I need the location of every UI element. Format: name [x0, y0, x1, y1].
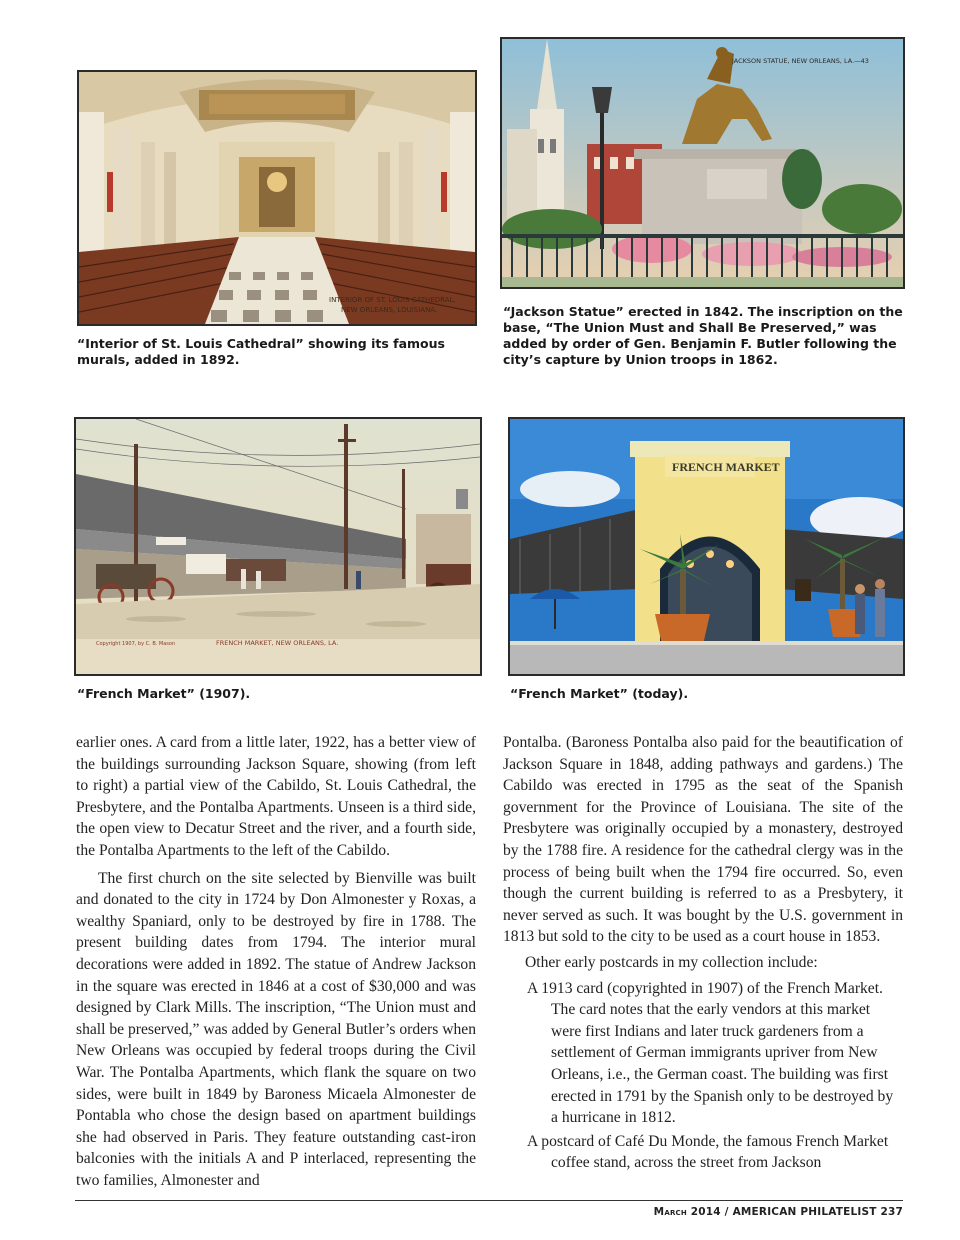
market-1907-card-text: FRENCH MARKET, NEW ORLEANS, LA. [216, 639, 339, 647]
article-left-column [76, 732, 476, 1191]
market-sign-text: FRENCH MARKET [672, 460, 780, 474]
jackson-caption: “Jackson Statue” erected in 1842. The inscription on the base, “The Union Must and Shall Be Preserved,” was added by order of Gen. Benjamin F. Butler following the city’s capture by Union troops in 1862. [503, 304, 903, 367]
article-paragraph: earlier ones. A card from a little later, 1922, has a better view of the buildings surrounding Jackson Square, showing (from left to right) a partial view of the Cabildo, St. Louis Cathedral, the Presbytere, and the Pontalba Apartments. Unseen is a third side, the open view to Decatur Street and the river, and a fourth side, the Pontalba Apartments to the left of the Cabildo. [76, 734, 476, 859]
jackson-card-text: JACKSON STATUE, NEW ORLEANS, LA.—43 [732, 57, 869, 65]
cathedral-card-text-1: INTERIOR OF ST. LOUIS CATHEDRAL, [329, 296, 456, 304]
footer-month: March [653, 1206, 687, 1218]
article-paragraph: Other early postcards in my collection include: [525, 953, 818, 971]
market-1907-copyright: Copyright 1907, by C. B. Mason [96, 641, 176, 647]
cathedral-caption: “Interior of St. Louis Cathedral” showing its famous murals, added in 1892. [77, 336, 445, 367]
article-paragraph: The first church on the site selected by Bienville was built and donated to the city in 1724 by Don Almonester y Roxas, a wealthy Spaniard, only to be destroyed by fire in 1788. The present building dates from 1794. The interior mural decorations were added in 1892. The statue of Andrew Jackson in the square was erected in 1846 at a cost of $30,000 and was designed by Clark Mills. The inscription, “The Union must and shall be preserved,” was added by General Butler’s orders when New Orleans was occupied by federal troops during the Civil War. The Pontalba Apartments, which flank the square on two sides, were built in 1849 by Baroness Micaela Almonester de Pontabla who chose the design based on apartment buildings she had observed in Paris. They feature outstanding cast-iron balconies with the initials A and P interlaced, representing the two families, Almonester and [76, 869, 476, 1189]
french-market-today-photo [508, 417, 905, 676]
article-right-column [503, 732, 903, 1174]
market-today-caption: “French Market” (today). [510, 686, 689, 701]
article-paragraph: Pontalba. (Baroness Pontalba also paid for the beautification of Jackson Square in 1848, adding pathways and gardens.) The Cabildo was erected in 1795 as the seat of the Spanish government for the Province of Louisiana. The site of the Presbytere was originally occupied by a monastery, destroyed by the 1788 fire. A residence for the cathedral clergy was in the process of being built when the 1794 fire occurred. So, even though the current building is referred to as a Presbytery, it never served as such. It was bought by the U.S. government in 1813 but sold to the city to be used as a court house in 1853. [503, 734, 903, 946]
jackson-statue-photo [500, 37, 905, 289]
market-1907-caption: “French Market” (1907). [77, 686, 251, 701]
page-footer [654, 1206, 903, 1218]
footer-rule [75, 1200, 903, 1201]
footer-issue: 2014 / AMERICAN PHILATELIST 237 [686, 1206, 903, 1218]
cathedral-card-text-2: NEW ORLEANS, LOUISIANA. [341, 306, 438, 314]
list-item: A postcard of Café Du Monde, the famous French Market coffee stand, across the street from Jackson [527, 1132, 889, 1172]
french-market-1907-photo [74, 417, 482, 676]
list-item: A 1913 card (copyrighted in 1907) of the French Market. The card notes that the early vendors at this market were first Indians and later truck gardeners from a settlement of German immigrants upriver from New Orleans, i.e., the German coast. The building was first erected in 1791 by the Spanish only to be destroyed by a hurricane in 1812. [527, 979, 894, 1127]
cathedral-interior-photo [77, 70, 477, 326]
